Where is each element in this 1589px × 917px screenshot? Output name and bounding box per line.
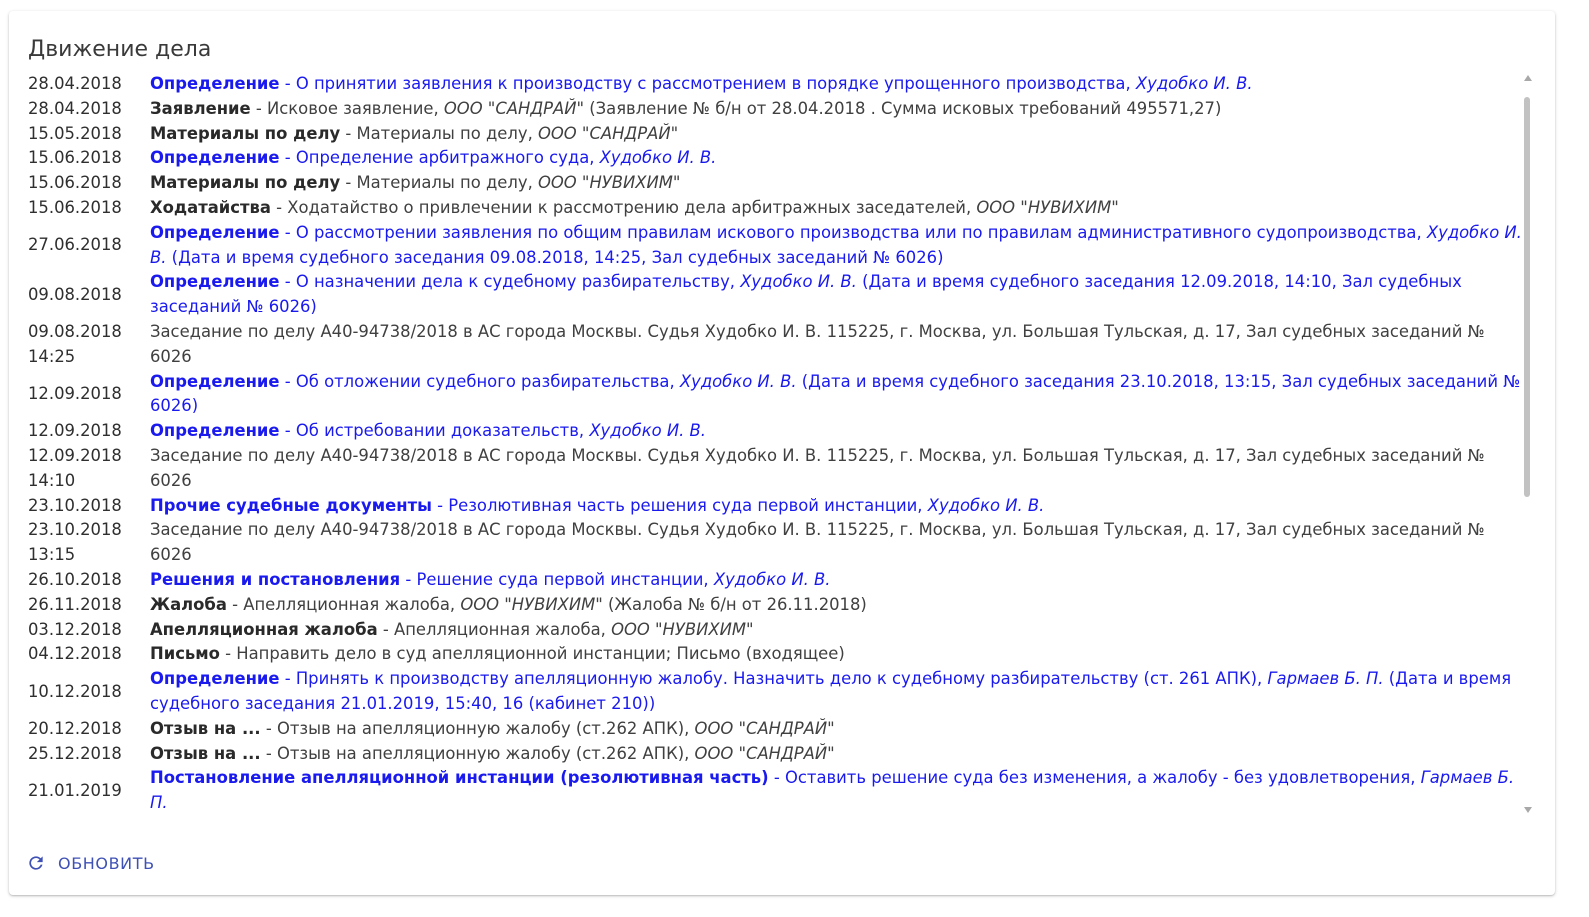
event-content — [150, 518, 1530, 568]
event-party: Гармаев Б. П. — [1267, 669, 1384, 689]
event-description: - Ходатайство о привлечении к рассмотрению дела арбитражных заседателей, — [270, 197, 977, 217]
event-description: Заседание по делу А40-94738/2018 в АС города Москвы. Судья Худобко И. В. 115225, г. Москва, ул. Большая Тульская, д. 17, Зал судебных заседаний № 6026 — [150, 321, 1485, 366]
event-date: 09.08.2018 14:25 — [28, 321, 122, 366]
event-party: Худобко И. В. — [589, 421, 706, 441]
event-description: - О назначении дела к судебному разбирательству, — [279, 272, 741, 292]
event-extra: (Жалоба № б/н от 26.11.2018) — [602, 594, 867, 614]
event-party: ООО "НУВИХИМ" — [976, 197, 1119, 217]
event-party: ООО "НУВИХИМ" — [538, 173, 681, 193]
event-extra: (Дата и время судебного заседания 21.01.2019, 15:40, 16 (кабинет 210)) — [150, 669, 1512, 713]
event-row — [28, 270, 1530, 320]
event-type-link[interactable]: Определение — [150, 371, 280, 391]
event-party: ООО "НУВИХИМ" — [460, 594, 603, 614]
event-party: Худобко И. В. — [679, 371, 797, 391]
event-description: - Исковое заявление, — [250, 98, 444, 118]
event-type-link[interactable]: Отзыв на ... — [150, 743, 261, 763]
event-description: - Материалы по делу, — [340, 173, 538, 193]
event-type-link[interactable]: Определение — [150, 272, 280, 292]
event-date: 12.09.2018 14:10 — [28, 445, 122, 490]
event-content — [150, 72, 1530, 97]
event-row — [28, 494, 1530, 519]
event-row — [28, 122, 1530, 147]
event-date: 04.12.2018 — [28, 644, 122, 664]
event-date: 15.06.2018 — [28, 173, 122, 193]
event-content — [150, 122, 1530, 147]
event-row — [28, 518, 1530, 568]
scrollbar[interactable] — [1521, 75, 1535, 813]
scroll-down-arrow-icon[interactable] — [1524, 807, 1532, 813]
event-content — [150, 196, 1530, 221]
event-type-link[interactable]: Определение — [150, 148, 280, 168]
event-date: 27.06.2018 — [28, 235, 122, 255]
event-content — [150, 717, 1530, 742]
event-type-link[interactable]: Определение — [150, 421, 280, 441]
event-content — [150, 667, 1530, 717]
event-row — [28, 419, 1530, 444]
event-type-link[interactable]: Заявление — [150, 98, 251, 118]
event-type-link[interactable]: Прочие судебные документы — [150, 495, 432, 515]
event-description: Заседание по делу А40-94738/2018 в АС города Москвы. Судья Худобко И. В. 115225, г. Москва, ул. Большая Тульская, д. 17, Зал судебных заседаний № 6026 — [150, 520, 1485, 565]
event-description: - Определение арбитражного суда, — [279, 148, 600, 168]
event-date: 15.06.2018 — [28, 197, 122, 217]
event-content — [150, 419, 1530, 444]
refresh-icon — [26, 853, 46, 873]
event-description: Заседание по делу А40-94738/2018 в АС города Москвы. Судья Худобко И. В. 115225, г. Москва, ул. Большая Тульская, д. 17, Зал судебных заседаний № 6026 — [150, 445, 1485, 490]
event-description: - Принять к производству апелляционную жалобу. Назначить дело к судебному разбирательству (ст. 261 АПК), — [279, 669, 1268, 689]
event-content — [150, 568, 1530, 593]
event-content — [150, 97, 1530, 122]
event-description: - Отзыв на апелляционную жалобу (ст.262 АПК), — [260, 718, 695, 738]
event-content — [150, 444, 1530, 494]
event-party: Худобко И. В. — [927, 495, 1045, 515]
event-party: Гармаев Б. П. — [150, 768, 1515, 813]
event-type-link[interactable]: Решения и постановления — [150, 569, 401, 589]
event-type-link[interactable]: Материалы по делу — [150, 173, 341, 193]
event-content — [150, 642, 1530, 667]
event-description: - О принятии заявления к производству с рассмотрением в порядке упрощенного производства, — [279, 74, 1136, 93]
scroll-thumb[interactable] — [1524, 97, 1530, 497]
event-row — [28, 196, 1530, 221]
event-party: Худобко И. В. — [150, 222, 1522, 267]
event-party: ООО "САНДРАЙ" — [443, 98, 585, 118]
event-date: 28.04.2018 — [28, 98, 122, 118]
event-date: 21.01.2019 — [28, 780, 122, 800]
event-type-link[interactable]: Жалоба — [150, 594, 227, 614]
event-date: 25.12.2018 — [28, 743, 122, 763]
event-date: 23.10.2018 13:15 — [28, 520, 122, 565]
event-content — [150, 494, 1530, 519]
scroll-up-arrow-icon[interactable] — [1524, 75, 1532, 81]
event-description: - Отзыв на апелляционную жалобу (ст.262 АПК), — [260, 743, 695, 763]
event-description: - О рассмотрении заявления по общим правилам искового производства или по правилам административного судопроизводства, — [279, 222, 1427, 242]
event-content — [150, 221, 1530, 271]
event-content — [150, 618, 1530, 643]
event-extra: (Дата и время судебного заседания 23.10.2018, 13:15, Зал судебных заседаний № 6026) — [150, 371, 1521, 416]
event-description: - Резолютивная часть решения суда первой инстанции, — [431, 495, 928, 515]
event-row — [28, 568, 1530, 593]
event-date: 15.05.2018 — [28, 123, 122, 143]
event-content — [150, 270, 1530, 320]
event-row — [28, 742, 1530, 767]
event-description: - Направить дело в суд апелляционной инстанции; Письмо (входящее) — [219, 644, 845, 664]
event-type-link[interactable]: Определение — [150, 74, 280, 93]
event-date: 10.12.2018 — [28, 681, 122, 701]
section-title: Движение дела — [28, 37, 212, 62]
event-row — [28, 667, 1530, 717]
event-row — [28, 320, 1530, 370]
event-description: - Апелляционная жалоба, — [377, 619, 612, 639]
event-party: ООО "САНДРАЙ" — [538, 123, 679, 143]
event-date: 26.10.2018 — [28, 569, 122, 589]
event-party: ООО "САНДРАЙ" — [694, 743, 835, 763]
event-party: ООО "САНДРАЙ" — [694, 718, 835, 738]
event-type-link[interactable]: Определение — [150, 669, 280, 689]
event-row — [28, 221, 1530, 271]
refresh-label: ОБНОВИТЬ — [58, 853, 155, 873]
event-date: 12.09.2018 — [28, 383, 122, 403]
event-type-link[interactable]: Определение — [150, 222, 280, 242]
event-extra: (Дата и время судебного заседания 09.08.2018, 14:25, Зал судебных заседаний № 6026) — [166, 247, 944, 267]
event-content — [150, 742, 1530, 767]
event-type-link[interactable]: Материалы по делу — [150, 123, 341, 143]
event-row — [28, 370, 1530, 420]
event-row — [28, 618, 1530, 643]
event-content — [150, 370, 1530, 420]
event-type-link[interactable]: Отзыв на ... — [150, 718, 261, 738]
event-row — [28, 444, 1530, 494]
event-party: Худобко И. В. — [713, 569, 831, 589]
event-type-link[interactable]: Ходатайства — [150, 197, 271, 217]
event-content — [150, 146, 1530, 171]
event-extra: (Дата и время судебного заседания 12.09.2018, 14:10, Зал судебных заседаний № 6026) — [150, 272, 1462, 317]
event-party: ООО "НУВИХИМ" — [611, 619, 754, 639]
case-events-list[interactable] — [28, 72, 1530, 814]
event-party: Худобко И. В. — [599, 148, 717, 168]
event-row — [28, 97, 1530, 122]
event-row — [28, 642, 1530, 667]
event-content — [150, 766, 1530, 814]
event-extra: (Заявление № б/н от 28.04.2018 . Сумма исковых требований 495571,27) — [584, 98, 1222, 118]
event-description: - Об отложении судебного разбирательства, — [279, 371, 680, 391]
event-party: Худобко И. В. — [740, 272, 857, 292]
event-type-link[interactable]: Апелляционная жалоба — [150, 619, 378, 639]
event-description: - Материалы по делу, — [340, 123, 538, 143]
event-date: 12.09.2018 — [28, 421, 122, 441]
event-description: - Решение суда первой инстанции, — [400, 569, 714, 589]
event-content — [150, 320, 1530, 370]
event-description: - Об истребовании доказательств, — [279, 421, 590, 441]
event-date: 20.12.2018 — [28, 718, 122, 738]
event-type-link[interactable]: Постановление апелляционной инстанции (резолютивная часть) — [150, 768, 769, 788]
event-party: Худобко И. В. — [1135, 74, 1253, 93]
event-row — [28, 766, 1530, 814]
event-content — [150, 593, 1530, 618]
event-date: 09.08.2018 — [28, 284, 122, 304]
refresh-button[interactable] — [26, 850, 155, 876]
event-date: 03.12.2018 — [28, 619, 122, 639]
case-history-card — [9, 11, 1555, 895]
event-row — [28, 146, 1530, 171]
event-date: 23.10.2018 — [28, 495, 122, 515]
event-type-link[interactable]: Письмо — [150, 644, 220, 664]
event-description: - Оставить решение суда без изменения, а жалобу - без удовлетворения, — [768, 768, 1421, 788]
event-row — [28, 717, 1530, 742]
event-content — [150, 171, 1530, 196]
event-description: - Апелляционная жалоба, — [226, 594, 461, 614]
event-date: 26.11.2018 — [28, 594, 122, 614]
event-date: 15.06.2018 — [28, 148, 122, 168]
event-date: 28.04.2018 — [28, 74, 122, 93]
event-row — [28, 72, 1530, 97]
event-row — [28, 593, 1530, 618]
event-row — [28, 171, 1530, 196]
